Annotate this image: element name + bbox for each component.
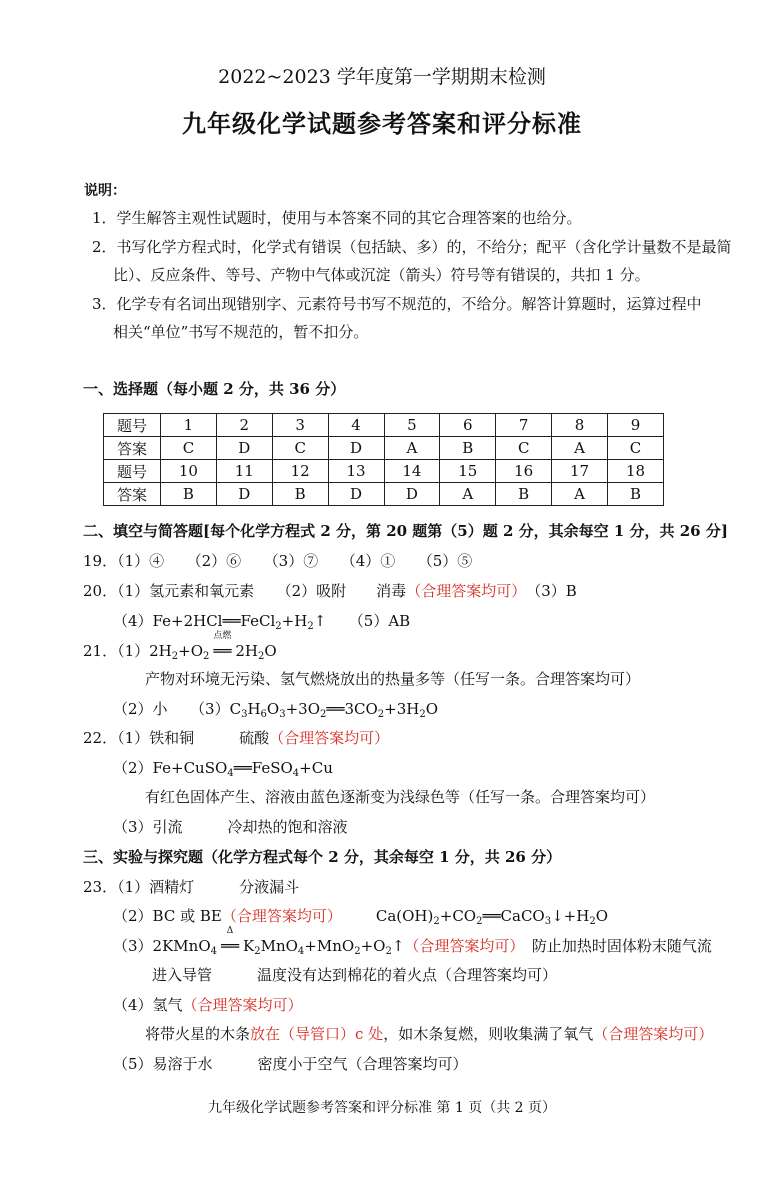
table-cell: B bbox=[608, 483, 664, 506]
table-cell: A bbox=[552, 437, 608, 460]
subscript: 4 bbox=[292, 768, 300, 779]
answer-table-row bbox=[104, 414, 664, 437]
q23-line2 bbox=[113, 905, 608, 926]
section1-heading: 一、选择题（每小题 2 分，共 36 分） bbox=[83, 380, 346, 398]
q20-part1: 20．（1）氢元素和氧元素 （2）吸附 消毒 bbox=[83, 582, 407, 600]
equals-sign: ══ bbox=[326, 700, 345, 718]
subscript: 2 bbox=[354, 946, 361, 957]
q20-part3: （3）B bbox=[518, 582, 577, 600]
subscript: 4 bbox=[297, 946, 305, 957]
table-cell: 14 bbox=[384, 460, 440, 483]
table-cell: A bbox=[384, 437, 440, 460]
eq-text: O bbox=[264, 642, 277, 660]
table-cell: D bbox=[216, 437, 272, 460]
table-cell: C bbox=[608, 437, 664, 460]
ok-note: （合理答案均可） bbox=[406, 582, 519, 600]
table-cell: C bbox=[161, 437, 217, 460]
subscript: 2 bbox=[307, 621, 314, 632]
table-cell: 6 bbox=[440, 414, 496, 437]
eq-text: +O bbox=[360, 937, 386, 955]
document-title: 九年级化学试题参考答案和评分标准 bbox=[182, 109, 582, 138]
table-cell: B bbox=[272, 483, 328, 506]
eq-text: +O bbox=[178, 642, 204, 660]
section3-heading: 三、实验与探究题（化学方程式每个 2 分，其余每空 1 分，共 26 分） bbox=[83, 848, 562, 866]
eq-text: Ca(OH) bbox=[375, 907, 434, 925]
eq-text: 2H bbox=[235, 642, 259, 660]
eq-text: MnO bbox=[260, 937, 298, 955]
q21-line3 bbox=[113, 698, 438, 719]
answer-table-row bbox=[104, 483, 664, 506]
subscript: 2 bbox=[203, 651, 210, 662]
eq-text: （2）Fe+CuSO bbox=[113, 759, 228, 777]
table-cell: D bbox=[328, 483, 384, 506]
subscript: 2 bbox=[254, 946, 261, 957]
q23-text: 将带火星的木条 bbox=[145, 1025, 251, 1043]
notes-label: 说明： bbox=[84, 183, 126, 199]
ok-note: （合理答案均可） bbox=[182, 996, 303, 1014]
table-cell: A bbox=[552, 483, 608, 506]
q23-highlight: 放在（导管口）c 处 bbox=[250, 1025, 384, 1043]
subscript: 2 bbox=[171, 651, 179, 662]
table-cell: 1 bbox=[161, 414, 217, 437]
eq-text: （2）BC 或 BE bbox=[113, 907, 222, 925]
table-cell: 17 bbox=[552, 460, 608, 483]
subscript: 3 bbox=[279, 709, 286, 720]
eq-text: +MnO bbox=[304, 937, 355, 955]
subscript: 2 bbox=[476, 916, 483, 927]
condition-text: Δ bbox=[226, 926, 234, 936]
table-cell: 5 bbox=[384, 414, 440, 437]
note-3-line2: 相关“单位”书写不规范的，暂不扣分。 bbox=[113, 323, 369, 341]
q23-text: ，如木条复燃，则收集满了氧气 bbox=[383, 1025, 594, 1043]
note-2-line1: 2．书写化学方程式时，化学式有错误（包括缺、多）的，不给分；配平（含化学计量数不是最简 bbox=[92, 238, 732, 256]
table-cell: D bbox=[384, 483, 440, 506]
subscript: 4 bbox=[227, 768, 234, 779]
equals-sign: ══ bbox=[213, 642, 232, 660]
eq-text: FeSO bbox=[251, 759, 293, 777]
q22-line3: 有红色固体产生、溶液由蓝色逐渐变为浅绿色等（任写一条。合理答案均可） bbox=[145, 788, 656, 806]
table-cell: 10 bbox=[161, 460, 217, 483]
q23-line3 bbox=[113, 926, 712, 957]
answer-table bbox=[103, 413, 664, 506]
equals-sign: ══ bbox=[482, 907, 501, 925]
table-cell: D bbox=[216, 483, 272, 506]
note-3-line1: 3．化学专有名词出现错别字、元素符号书写不规范的，不给分。解答计算题时，运算过程中 bbox=[92, 295, 702, 313]
row-header: 题号 bbox=[104, 414, 161, 437]
exam-title: 2022~2023 学年度第一学期期末检测 bbox=[218, 66, 546, 88]
row-header: 答案 bbox=[104, 437, 161, 460]
table-cell: 2 bbox=[216, 414, 272, 437]
eq-text: 3CO bbox=[344, 700, 378, 718]
eq-text: ↑ bbox=[391, 937, 405, 955]
page-footer: 九年级化学试题参考答案和评分标准 第 1 页（共 2 页） bbox=[207, 1100, 557, 1116]
eq-text: FeCl bbox=[240, 612, 276, 630]
table-cell: 16 bbox=[496, 460, 552, 483]
table-cell: 11 bbox=[216, 460, 272, 483]
note-2-line2: 比）、反应条件、等号、产物中气体或沉淀（箭头）符号等有错误的，共扣 1 分。 bbox=[113, 266, 650, 284]
row-header: 答案 bbox=[104, 483, 161, 506]
q19-answers: 19．（1）④ （2）⑥ （3）⑦ （4）① （5）⑤ bbox=[83, 552, 473, 570]
subscript: 2 bbox=[385, 946, 392, 957]
eq-text: +3H bbox=[384, 700, 420, 718]
eq-text: O bbox=[425, 700, 439, 718]
table-cell: 3 bbox=[272, 414, 328, 437]
q23-line7: （5）易溶于水 密度小于空气（合理答案均可） bbox=[113, 1055, 468, 1073]
table-cell: 7 bbox=[496, 414, 552, 437]
subscript: 2 bbox=[589, 916, 596, 927]
eq-text: ↓+H bbox=[551, 907, 590, 925]
table-cell: 8 bbox=[552, 414, 608, 437]
subscript: 2 bbox=[377, 709, 385, 720]
q23-line6 bbox=[145, 1023, 713, 1044]
eq-text: K bbox=[243, 937, 255, 955]
table-cell: B bbox=[496, 483, 552, 506]
table-cell: B bbox=[161, 483, 217, 506]
subscript: 2 bbox=[433, 916, 440, 927]
eq-text: ↑ （5）AB bbox=[313, 612, 411, 630]
section2-heading: 二、填空与简答题[每个化学方程式 2 分，第 20 题第（5）题 2 分，其余每空 1 分，共 26 分] bbox=[83, 522, 728, 540]
equals-sign: ══ bbox=[222, 612, 241, 630]
eq-text: 21．（1）2H bbox=[83, 642, 172, 660]
subscript: 3 bbox=[241, 709, 248, 720]
q22-text: 22．（1）铁和铜 硫酸 bbox=[83, 729, 270, 747]
table-cell: D bbox=[328, 437, 384, 460]
eq-text: O bbox=[595, 907, 609, 925]
eq-text: （4）Fe+2HCl bbox=[113, 612, 223, 630]
row-header: 题号 bbox=[104, 460, 161, 483]
table-cell: C bbox=[272, 437, 328, 460]
q22-line4: （3）引流 冷却热的饱和溶液 bbox=[113, 818, 348, 836]
eq-text: CaCO bbox=[500, 907, 545, 925]
ok-note: （合理答案均可） bbox=[221, 907, 342, 925]
eq-text: +CO bbox=[439, 907, 477, 925]
eq-text: O bbox=[266, 700, 280, 718]
subscript: 2 bbox=[275, 621, 282, 632]
ok-note: （合理答案均可） bbox=[404, 937, 517, 955]
reaction-condition bbox=[209, 631, 235, 660]
table-cell: A bbox=[440, 483, 496, 506]
eq-text: （2）小 （3）C bbox=[113, 700, 242, 718]
eq-text: H bbox=[247, 700, 261, 718]
answer-table-row bbox=[104, 460, 664, 483]
subscript: 2 bbox=[320, 709, 327, 720]
q23-line5 bbox=[113, 994, 303, 1015]
q23-line4: 进入导管 温度没有达到棉花的着火点（合理答案均可） bbox=[152, 966, 558, 984]
subscript: 6 bbox=[260, 709, 267, 720]
q23-text: 防止加热时固体粉末随气流 bbox=[516, 937, 712, 955]
table-cell: B bbox=[440, 437, 496, 460]
subscript: 3 bbox=[544, 916, 552, 927]
equals-sign: ══ bbox=[233, 759, 252, 777]
subscript: 2 bbox=[419, 709, 426, 720]
q22-line2 bbox=[113, 757, 333, 778]
table-cell: 9 bbox=[608, 414, 664, 437]
q23-line1: 23．（1）酒精灯 分液漏斗 bbox=[83, 878, 300, 896]
q20-line1 bbox=[83, 580, 577, 601]
subscript: 2 bbox=[258, 651, 265, 662]
q23-text: （4）氢气 bbox=[113, 996, 183, 1014]
table-cell: 15 bbox=[440, 460, 496, 483]
eq-text: +Cu bbox=[299, 759, 333, 777]
table-cell: 4 bbox=[328, 414, 384, 437]
table-cell: C bbox=[496, 437, 552, 460]
eq-text: +3O bbox=[285, 700, 321, 718]
table-cell: 12 bbox=[272, 460, 328, 483]
ok-note: （合理答案均可） bbox=[593, 1025, 714, 1043]
reaction-condition bbox=[217, 926, 243, 955]
note-1: 1．学生解答主观性试题时，使用与本答案不同的其它合理答案的也给分。 bbox=[92, 209, 582, 227]
condition-text: 点燃 bbox=[213, 631, 232, 641]
q21-line1 bbox=[83, 631, 277, 662]
q21-line2: 产物对环境无污染、氢气燃烧放出的热量多等（任写一条。合理答案均可） bbox=[145, 670, 641, 688]
equals-sign: ══ bbox=[220, 937, 240, 955]
subscript: 4 bbox=[210, 946, 217, 957]
q20-line2 bbox=[113, 610, 410, 631]
answer-table-row bbox=[104, 437, 664, 460]
ok-note: （合理答案均可） bbox=[269, 729, 390, 747]
table-cell: 18 bbox=[608, 460, 664, 483]
table-cell: 13 bbox=[328, 460, 384, 483]
eq-text: +H bbox=[281, 612, 308, 630]
q22-line1 bbox=[83, 727, 389, 748]
eq-text: （3）2KMnO bbox=[113, 937, 211, 955]
